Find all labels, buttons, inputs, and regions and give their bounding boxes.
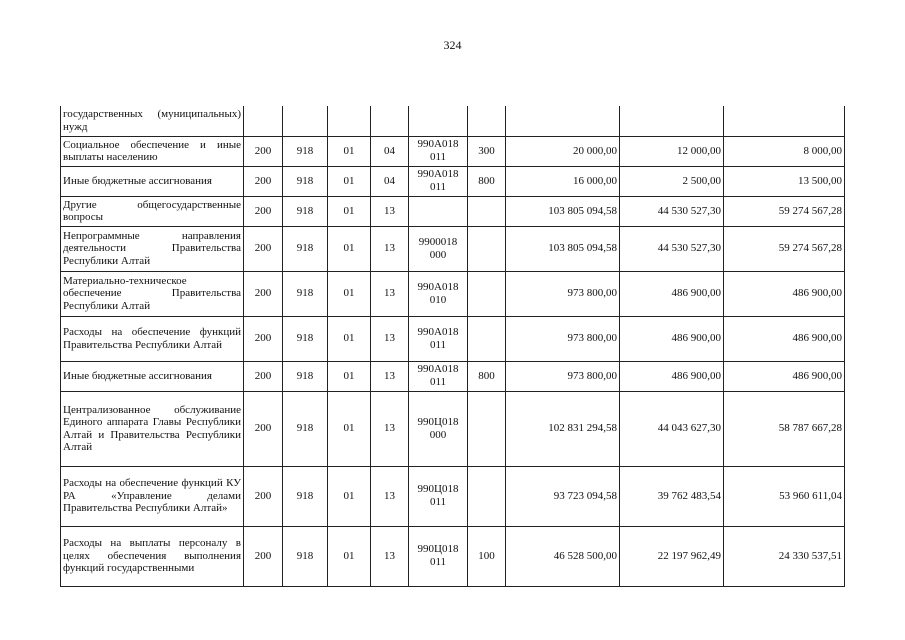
amount-year1-cell: 93 723 094,58	[506, 466, 620, 526]
razdel-code-cell: 01	[328, 526, 371, 586]
amount-year3-cell: 59 274 567,28	[724, 196, 845, 226]
glava-code-cell: 918	[283, 361, 328, 391]
razdel-code-cell: 01	[328, 226, 371, 271]
table-row	[61, 466, 845, 526]
amount-year2-cell: 486 900,00	[620, 271, 724, 316]
podrazdel-code-cell: 13	[371, 361, 409, 391]
expense-type-cell	[468, 196, 506, 226]
glava-code-cell: 918	[283, 136, 328, 166]
podrazdel-code-cell	[371, 106, 409, 136]
glava-code-cell: 918	[283, 226, 328, 271]
row-name-cell: государственных (муниципальных) нужд	[61, 106, 244, 136]
row-name-cell: Иные бюджетные ассигнования	[61, 166, 244, 196]
target-article-cell	[409, 196, 468, 226]
amount-year2-cell: 486 900,00	[620, 361, 724, 391]
amount-year3-cell: 486 900,00	[724, 361, 845, 391]
ved-code-cell: 200	[244, 391, 283, 466]
target-article-cell: 990Ц018 011	[409, 526, 468, 586]
amount-year3-cell: 53 960 611,04	[724, 466, 845, 526]
ved-code-cell: 200	[244, 271, 283, 316]
amount-year1-cell: 16 000,00	[506, 166, 620, 196]
target-article-cell: 990Ц018 011	[409, 466, 468, 526]
row-name-cell: Расходы на обеспечение функций КУ РА «Управление делами Правительства Республики Алтай»	[61, 466, 244, 526]
target-article-cell	[409, 106, 468, 136]
row-name-cell: Иные бюджетные ассигнования	[61, 361, 244, 391]
ved-code-cell: 200	[244, 226, 283, 271]
podrazdel-code-cell: 13	[371, 271, 409, 316]
expense-type-cell	[468, 391, 506, 466]
glava-code-cell: 918	[283, 526, 328, 586]
amount-year2-cell: 44 530 527,30	[620, 226, 724, 271]
podrazdel-code-cell: 13	[371, 316, 409, 361]
row-name-cell: Централизованное обслуживание Единого аппарата Главы Республики Алтай и Правительства Республики Алтай	[61, 391, 244, 466]
amount-year1-cell: 973 800,00	[506, 316, 620, 361]
glava-code-cell	[283, 106, 328, 136]
podrazdel-code-cell: 13	[371, 391, 409, 466]
razdel-code-cell: 01	[328, 361, 371, 391]
glava-code-cell: 918	[283, 271, 328, 316]
amount-year2-cell: 486 900,00	[620, 316, 724, 361]
row-name-cell: Материально-техническое обеспечение Правительства Республики Алтай	[61, 271, 244, 316]
amount-year3-cell: 58 787 667,28	[724, 391, 845, 466]
razdel-code-cell: 01	[328, 136, 371, 166]
razdel-code-cell: 01	[328, 166, 371, 196]
expense-type-cell: 100	[468, 526, 506, 586]
podrazdel-code-cell: 13	[371, 466, 409, 526]
razdel-code-cell: 01	[328, 271, 371, 316]
razdel-code-cell: 01	[328, 196, 371, 226]
expense-type-cell	[468, 466, 506, 526]
expense-type-cell	[468, 271, 506, 316]
amount-year2-cell	[620, 106, 724, 136]
target-article-cell: 9900018 000	[409, 226, 468, 271]
expense-type-cell: 300	[468, 136, 506, 166]
amount-year3-cell	[724, 106, 845, 136]
razdel-code-cell: 01	[328, 391, 371, 466]
table-row	[61, 196, 845, 226]
row-name-cell: Другие общегосударственные вопросы	[61, 196, 244, 226]
row-name-cell: Социальное обеспечение и иные выплаты населению	[61, 136, 244, 166]
podrazdel-code-cell: 04	[371, 136, 409, 166]
row-name-cell: Расходы на обеспечение функций Правительства Республики Алтай	[61, 316, 244, 361]
amount-year2-cell: 39 762 483,54	[620, 466, 724, 526]
table-row	[61, 136, 845, 166]
expense-type-cell	[468, 226, 506, 271]
glava-code-cell: 918	[283, 316, 328, 361]
amount-year2-cell: 44 043 627,30	[620, 391, 724, 466]
amount-year3-cell: 486 900,00	[724, 271, 845, 316]
table-body	[61, 106, 845, 586]
target-article-cell: 990А018 011	[409, 136, 468, 166]
table-row	[61, 391, 845, 466]
amount-year2-cell: 22 197 962,49	[620, 526, 724, 586]
row-name-cell: Расходы на выплаты персоналу в целях обеспечения выполнения функций государственными	[61, 526, 244, 586]
table-row	[61, 271, 845, 316]
expense-type-cell	[468, 316, 506, 361]
table-row	[61, 166, 845, 196]
expense-type-cell	[468, 106, 506, 136]
razdel-code-cell: 01	[328, 316, 371, 361]
podrazdel-code-cell: 13	[371, 226, 409, 271]
glava-code-cell: 918	[283, 196, 328, 226]
amount-year1-cell	[506, 106, 620, 136]
target-article-cell: 990А018 011	[409, 166, 468, 196]
ved-code-cell: 200	[244, 136, 283, 166]
podrazdel-code-cell: 13	[371, 526, 409, 586]
table-row	[61, 106, 845, 136]
ved-code-cell: 200	[244, 361, 283, 391]
amount-year1-cell: 102 831 294,58	[506, 391, 620, 466]
amount-year1-cell: 973 800,00	[506, 361, 620, 391]
podrazdel-code-cell: 04	[371, 166, 409, 196]
expense-type-cell: 800	[468, 361, 506, 391]
target-article-cell: 990Ц018 000	[409, 391, 468, 466]
razdel-code-cell	[328, 106, 371, 136]
expense-type-cell: 800	[468, 166, 506, 196]
amount-year3-cell: 8 000,00	[724, 136, 845, 166]
amount-year2-cell: 12 000,00	[620, 136, 724, 166]
amount-year3-cell: 59 274 567,28	[724, 226, 845, 271]
ved-code-cell: 200	[244, 466, 283, 526]
row-name-cell: Непрограммные направления деятельности Правительства Республики Алтай	[61, 226, 244, 271]
amount-year1-cell: 20 000,00	[506, 136, 620, 166]
ved-code-cell: 200	[244, 196, 283, 226]
table-row	[61, 526, 845, 586]
table-row	[61, 361, 845, 391]
table-row	[61, 226, 845, 271]
target-article-cell: 990А018 011	[409, 316, 468, 361]
amount-year1-cell: 103 805 094,58	[506, 226, 620, 271]
ved-code-cell: 200	[244, 526, 283, 586]
budget-table	[60, 106, 845, 587]
razdel-code-cell: 01	[328, 466, 371, 526]
glava-code-cell: 918	[283, 166, 328, 196]
podrazdel-code-cell: 13	[371, 196, 409, 226]
target-article-cell: 990А018 011	[409, 361, 468, 391]
amount-year1-cell: 103 805 094,58	[506, 196, 620, 226]
amount-year1-cell: 973 800,00	[506, 271, 620, 316]
amount-year3-cell: 13 500,00	[724, 166, 845, 196]
ved-code-cell: 200	[244, 316, 283, 361]
amount-year3-cell: 486 900,00	[724, 316, 845, 361]
ved-code-cell: 200	[244, 166, 283, 196]
amount-year2-cell: 44 530 527,30	[620, 196, 724, 226]
amount-year1-cell: 46 528 500,00	[506, 526, 620, 586]
target-article-cell: 990А018 010	[409, 271, 468, 316]
glava-code-cell: 918	[283, 391, 328, 466]
ved-code-cell	[244, 106, 283, 136]
page-number: 324	[443, 38, 462, 52]
glava-code-cell: 918	[283, 466, 328, 526]
amount-year2-cell: 2 500,00	[620, 166, 724, 196]
amount-year3-cell: 24 330 537,51	[724, 526, 845, 586]
table-row	[61, 316, 845, 361]
